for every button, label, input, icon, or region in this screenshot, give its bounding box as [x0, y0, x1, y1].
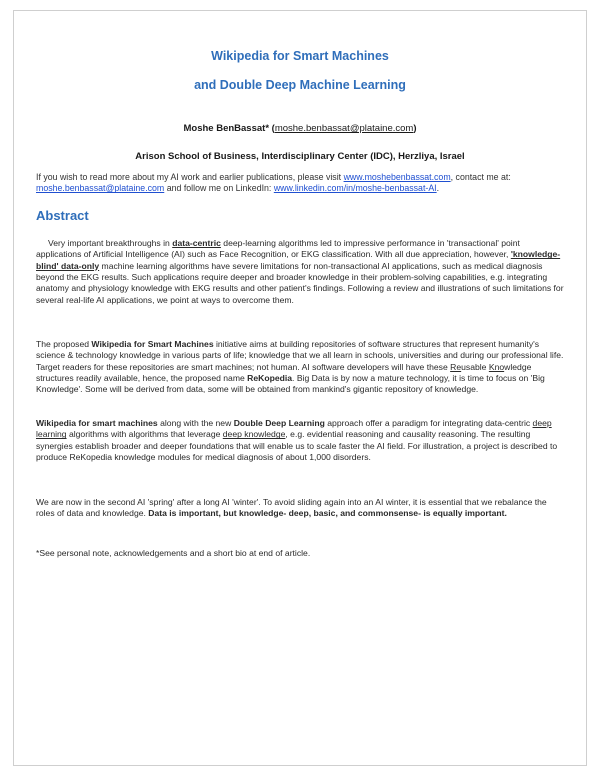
- abstract-paragraph-1: [36, 238, 566, 306]
- p3-text-1: along with the new: [157, 418, 234, 428]
- p2-text-4: wledge structures readily available, hence, the proposed name: [36, 361, 532, 384]
- website-link[interactable]: www.moshebenbassat.com: [343, 172, 451, 182]
- abstract-paragraph-3: [36, 418, 566, 463]
- p2-text-5: . Big Data is by now a mature technology, it is time to focus on 'Big Knowledge'. Some will be derived from data, some will be obtained from mankind's gigantic repository of knowledge.: [36, 373, 545, 395]
- p3-deep-learning: deep learning: [36, 418, 552, 440]
- author-name: Moshe BenBassat*: [183, 123, 270, 134]
- p2-text-1: The proposed: [36, 339, 92, 349]
- p4-keyword-data-knowledge: Data is important, but knowledge- deep, basic, and commonsense- is equally important.: [148, 508, 507, 519]
- p3-keyword-wikipedia: Wikipedia for smart machines: [36, 418, 158, 428]
- p1-keyword-knowledge-blind: 'knowledge-blind' data-only: [36, 249, 561, 271]
- abstract-paragraph-4: [36, 497, 566, 520]
- p1-text-2: deep-learning algorithms led to impressive performance in 'transactional' point applications of Artificial Intelligence (AI) such as Face Recognition, or EKG classification. With all due appreciation, however,: [36, 238, 520, 260]
- paper-title-line-2: and Double Deep Machine Learning: [194, 78, 406, 92]
- intro-paragraph: [36, 172, 566, 195]
- p3-keyword-double-deep: Double Deep Learning: [233, 418, 325, 428]
- p4-text-1: We are now in the second AI 'spring' after a long AI 'winter'. To avoid sliding again into an AI winter, it is essential that we rebalance the roles of data and knowledge.: [36, 497, 547, 519]
- abstract-heading: Abstract: [36, 208, 89, 223]
- p1-text-1: Very important breakthroughs in: [48, 238, 173, 248]
- p1-text-3: machine learning algorithms have severe limitations for non-transactional AI applications, such as medical diagnosis beyond the EKG results. Such applications require deeper and broader knowledge in their problem-solving capabilities, e.g. integrating anatomy and physiology knowledge with EKG results and other patient's findings. Following a review and illustrations of such limitations for several real-life AI applications, we point at ways to overcome them.: [36, 260, 564, 305]
- email-link[interactable]: moshe.benbassat@plataine.com: [36, 183, 165, 194]
- p2-text-3: usable: [461, 361, 489, 372]
- footnote-note: *See personal note, acknowledgements and a short bio at end of article.: [36, 548, 311, 558]
- abstract-paragraph-2: [36, 339, 566, 396]
- intro-text-4: .: [436, 183, 440, 194]
- linkedin-link[interactable]: www.linkedin.com/in/moshe-benbassat-AI: [273, 183, 437, 194]
- paper-title-line-1: Wikipedia for Smart Machines: [211, 49, 389, 63]
- p2-keyword-wikipedia: Wikipedia for Smart Machines: [91, 339, 214, 349]
- p2-keyword-rekopedia: ReKopedia: [247, 373, 293, 384]
- author-line: Moshe BenBassat* (moshe.benbassat@plataine.com): [183, 123, 417, 134]
- p2-kno: Kno: [488, 361, 505, 372]
- p2-text-2: initiative aims at building repositories of software structures that represent humanity's science & technology knowledge in various parts of life; knowledge that we all learn in schools, universities and during our professional life. Target readers for these repositories are smart machines; not human. AI software developers will have these: [36, 339, 564, 372]
- intro-text-3: and follow me on LinkedIn:: [164, 183, 274, 194]
- author-affiliation: Arison School of Business, Interdisciplinary Center (IDC), Herzliya, Israel: [135, 151, 465, 162]
- p3-text-2: approach offer a paradigm for integrating data-centric: [324, 418, 533, 428]
- p1-keyword-data-centric: data-centric: [172, 238, 221, 248]
- intro-text-2: , contact me at:: [450, 172, 511, 182]
- p3-text-3: algorithms with algorithms that leverage: [66, 429, 223, 440]
- author-email-link[interactable]: moshe.benbassat@plataine.com: [274, 123, 414, 134]
- p3-text-4: , e.g. evidential reasoning and causality reasoning. The resulting synergies establish broader and deeper foundations that will enable us to scale faster the AI field. For illustration, a project is described to produce ReKopedia knowledge modules for medical diagnosis of about 1,000 disorders.: [36, 429, 558, 463]
- p2-re: Re: [450, 361, 462, 372]
- p3-deep-knowledge: deep knowledge: [222, 429, 286, 440]
- intro-text-1: If you wish to read more about my AI work and earlier publications, please visit: [36, 172, 344, 182]
